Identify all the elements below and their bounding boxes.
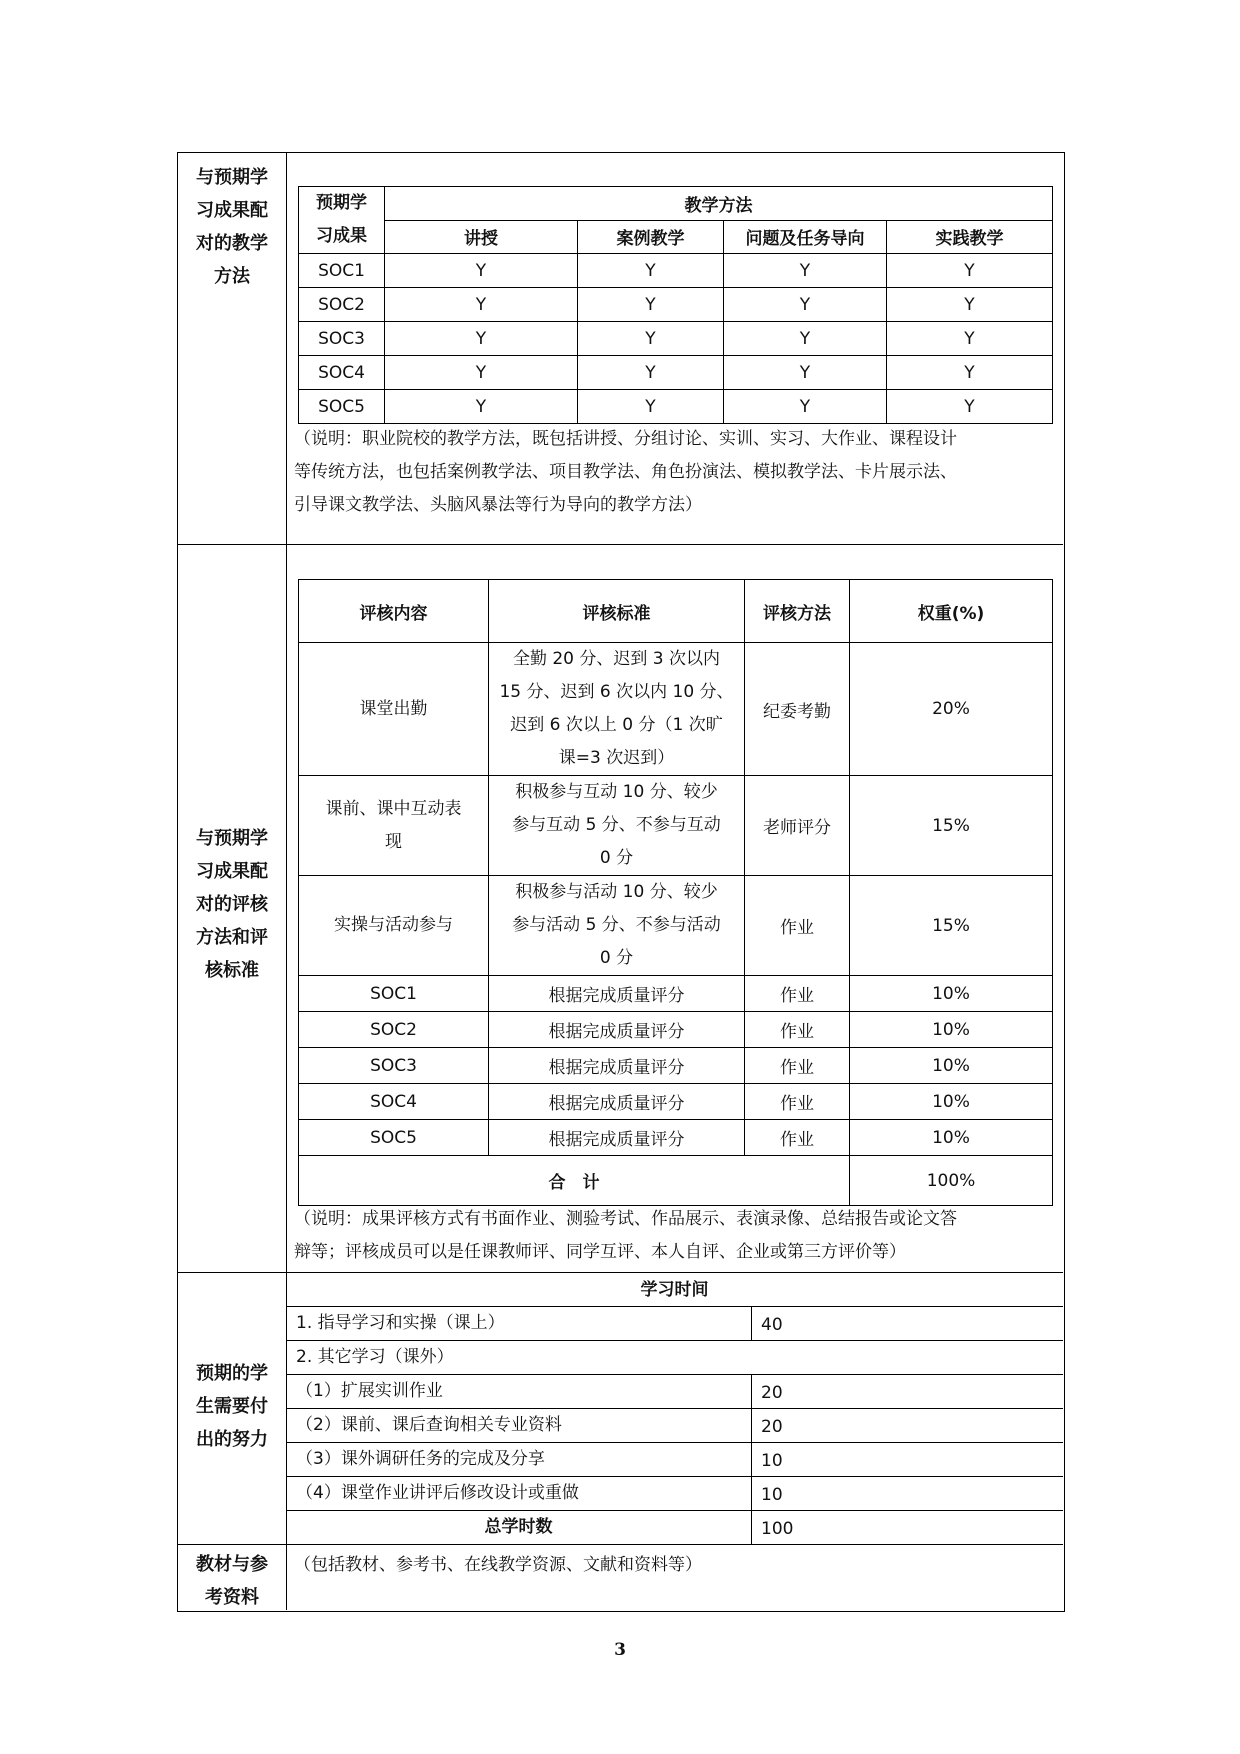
section-divider	[178, 544, 1063, 545]
method-group-header: 教学方法	[385, 187, 1053, 221]
method-mark: Y	[578, 322, 724, 356]
effort-item: （4）课堂作业讲评后修改设计或重做	[296, 1483, 579, 1503]
table-row	[299, 390, 1053, 424]
assessment-header: 评核方法	[745, 580, 850, 643]
assessment-label: 与预期学 习成果配 对的评核 方法和评 核标准	[196, 828, 268, 981]
assessment-method: 作业	[745, 1120, 850, 1156]
method-header: 案例教学	[578, 220, 724, 254]
table-row	[299, 976, 1053, 1012]
assessment-weight: 10%	[850, 1048, 1053, 1084]
effort-hours: 20	[761, 1417, 783, 1437]
effort-item: （1）扩展实训作业	[296, 1381, 443, 1401]
teaching-methods-note: （说明：职业院校的教学方法，既包括讲授、分组讨论、实训、实习、大作业、课程设计 等传统方法，也包括案例教学法、项目教学法、角色扮演法、模拟教学法、卡片展示法、 引导课文教学法、头脑风暴法等行为导向的教学方法）	[294, 429, 957, 515]
table-row	[299, 876, 1053, 976]
method-mark: Y	[385, 322, 578, 356]
method-mark: Y	[724, 254, 887, 288]
total-hours-label: 总学时数	[484, 1517, 553, 1537]
method-header: 问题及任务导向	[724, 220, 887, 254]
method-mark: Y	[578, 254, 724, 288]
effort-item: 1. 指导学习和实操（课上）	[296, 1313, 505, 1333]
method-mark: Y	[887, 390, 1053, 424]
teaching-methods-label: 与预期学 习成果配 对的教学 方法	[196, 167, 268, 287]
method-mark: Y	[385, 288, 578, 322]
method-header: 实践教学	[887, 220, 1053, 254]
assessment-method: 老师评分	[745, 776, 850, 876]
method-mark: Y	[887, 322, 1053, 356]
assessment-standard: 积极参与活动 10 分、较少 参与活动 5 分、不参与活动 0 分	[489, 876, 745, 976]
assessment-content: SOC4	[299, 1084, 489, 1120]
method-mark: Y	[578, 390, 724, 424]
table-row	[299, 322, 1053, 356]
assessment-method: 作业	[745, 1084, 850, 1120]
assessment-method: 作业	[745, 876, 850, 976]
effort-item: （2）课前、课后查询相关专业资料	[296, 1415, 562, 1435]
assessment-method: 作业	[745, 1048, 850, 1084]
assessment-content: 课前、课中互动表 现	[299, 776, 489, 876]
table-row	[299, 1012, 1053, 1048]
effort-hours: 10	[761, 1485, 783, 1505]
assessment-header: 权重(%)	[850, 580, 1053, 643]
method-mark: Y	[887, 356, 1053, 390]
assessment-standard: 根据完成质量评分	[489, 1120, 745, 1156]
assessment-method: 作业	[745, 976, 850, 1012]
course-outline-frame	[177, 152, 1065, 1612]
assessment-content: SOC3	[299, 1048, 489, 1084]
total-hours-value: 100	[761, 1519, 794, 1539]
total-weight: 100%	[850, 1156, 1053, 1206]
study-time-header: 学习时间	[640, 1280, 709, 1300]
outcome-code: SOC4	[299, 356, 385, 390]
assessment-standard: 根据完成质量评分	[489, 1012, 745, 1048]
table-row	[299, 254, 1053, 288]
effort-hours: 40	[761, 1315, 783, 1335]
assessment-standard: 根据完成质量评分	[489, 1084, 745, 1120]
student-effort-label: 预期的学 生需要付 出的努力	[196, 1363, 268, 1450]
assessment-content: SOC1	[299, 976, 489, 1012]
method-mark: Y	[578, 288, 724, 322]
assessment-weight: 10%	[850, 1120, 1053, 1156]
method-mark: Y	[385, 356, 578, 390]
assessment-weight: 10%	[850, 1012, 1053, 1048]
assessment-standard: 积极参与互动 10 分、较少 参与互动 5 分、不参与互动 0 分	[489, 776, 745, 876]
method-mark: Y	[724, 288, 887, 322]
assessment-standard: 全勤 20 分、迟到 3 次以内 15 分、迟到 6 次以内 10 分、 迟到 6 次以上 0 分（1 次旷 课=3 次迟到）	[489, 643, 745, 776]
total-label: 合 计	[299, 1156, 850, 1206]
assessment-method: 纪委考勤	[745, 643, 850, 776]
table-row	[299, 776, 1053, 876]
label-column-divider	[286, 153, 287, 1610]
page-number: 3	[614, 1640, 626, 1660]
effort-hours: 10	[761, 1451, 783, 1471]
method-mark: Y	[578, 356, 724, 390]
assessment-standard: 根据完成质量评分	[489, 976, 745, 1012]
section-divider	[178, 1272, 1063, 1273]
method-mark: Y	[724, 356, 887, 390]
method-mark: Y	[887, 288, 1053, 322]
assessment-header: 评核内容	[299, 580, 489, 643]
effort-hours: 20	[761, 1383, 783, 1403]
table-row	[299, 1120, 1053, 1156]
outcome-code: SOC2	[299, 288, 385, 322]
table-row	[299, 356, 1053, 390]
assessment-content: SOC2	[299, 1012, 489, 1048]
total-row	[299, 1156, 1053, 1206]
assessment-weight: 10%	[850, 1084, 1053, 1120]
materials-text: （包括教材、参考书、在线教学资源、文献和资料等）	[294, 1555, 702, 1575]
method-mark: Y	[887, 254, 1053, 288]
teaching-methods-table	[298, 186, 1053, 424]
assessment-content: SOC5	[299, 1120, 489, 1156]
assessment-weight: 15%	[850, 876, 1053, 976]
outcome-code: SOC5	[299, 390, 385, 424]
assessment-method: 作业	[745, 1012, 850, 1048]
effort-item: （3）课外调研任务的完成及分享	[296, 1449, 545, 1469]
assessment-content: 课堂出勤	[299, 643, 489, 776]
section-divider	[178, 1544, 1063, 1545]
table-row	[299, 643, 1053, 776]
table-row	[299, 288, 1053, 322]
method-mark: Y	[385, 390, 578, 424]
assessment-header: 评核标准	[489, 580, 745, 643]
assessment-content: 实操与活动参与	[299, 876, 489, 976]
assessment-weight: 15%	[850, 776, 1053, 876]
assessment-table	[298, 579, 1053, 1206]
method-mark: Y	[385, 254, 578, 288]
outcome-code: SOC3	[299, 322, 385, 356]
table-row	[299, 1084, 1053, 1120]
method-mark: Y	[724, 322, 887, 356]
method-mark: Y	[724, 390, 887, 424]
outcome-code: SOC1	[299, 254, 385, 288]
materials-label: 教材与参 考资料	[196, 1554, 268, 1608]
assessment-standard: 根据完成质量评分	[489, 1048, 745, 1084]
effort-item: 2. 其它学习（课外）	[296, 1347, 454, 1367]
assessment-note: （说明：成果评核方式有书面作业、测验考试、作品展示、表演录像、总结报告或论文答 辩等；评核成员可以是任课教师评、同学互评、本人自评、企业或第三方评价等）	[294, 1209, 957, 1262]
table-row	[299, 1048, 1053, 1084]
outcome-header: 预期学 习成果	[299, 187, 385, 254]
method-header: 讲授	[385, 220, 578, 254]
assessment-weight: 20%	[850, 643, 1053, 776]
assessment-weight: 10%	[850, 976, 1053, 1012]
